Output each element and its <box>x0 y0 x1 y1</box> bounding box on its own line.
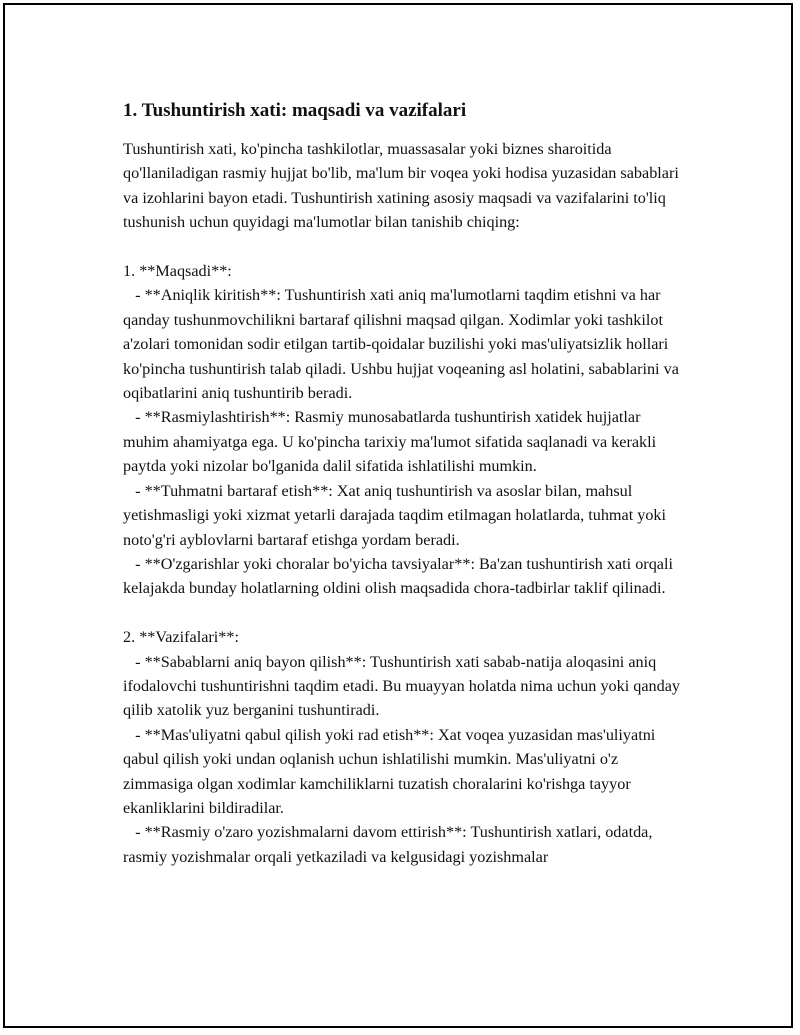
page-frame <box>3 3 793 1028</box>
section-heading: 1. Tushuntirish xati: maqsadi va vazifalari <box>123 100 467 121</box>
document-body-text: Tushuntirish xati, ko'pincha tashkilotlar, muassasalar yoki biznes sharoitida qo'llaniladigan rasmiy hujjat bo'lib, ma'lum bir voqea yoki hodisa yuzasidan sabablari va izohlarini bayon etadi. Tushuntirish xatining asosiy maqsadi va vazifalarini to'liq tushunish uchun quyidagi ma'lumotlar bilan tanishib chiqing: 1. **Maqsadi**: - **Aniqlik kiritish**: Tushuntirish xati aniq ma'lumotlarni taqdim etishni va har qanday tushunmovchilikni bartaraf qilishni maqsad qilgan. Xodimlar yoki tashkilot a'zolari tomonidan sodir etilgan tartib-qoidalar buzilishi yoki mas'uliyatsizlik hollari ko'pincha tushuntirish talab qiladi. Ushbu hujjat voqeaning asl holatini, sabablarini va oqibatlarini aniq tushuntirib beradi. - **Rasmiylashtirish**: Rasmiy munosabatlarda tushuntirish xatidek hujjatlar muhim ahamiyatga ega. U ko'pincha tarixiy ma'lumot sifatida saqlanadi va kerakli paytda yoki nizolar bo'lganida dalil sifatida ishlatilishi mumkin. - **Tuhmatni bartaraf etish**: Xat aniq tushuntirish va asoslar bilan, mahsul yetishmasligi yoki xizmat yetarli darajada taqdim etilmagan holatlarda, tuhmat yoki noto'g'ri ayblovlarni bartaraf etishga yordam beradi. - **O'zgarishlar yoki choralar bo'yicha tavsiyalar**: Ba'zan tushuntirish xati orqali kelajakda bunday holatlarning oldini olish maqsadida chora-tadbirlar taklif qilinadi. 2. **Vazifalari**: - **Sabablarni aniq bayon qilish**: Tushuntirish xati sabab-natija aloqasini aniq ifodalovchi tushuntirishni taqdim etadi. Bu muayyan holatda nima uchun yoki qanday qilib xatolik yuz berganini tushuntiradi. - **Mas'uliyatni qabul qilish yoki rad etish**: Xat voqea yuzasidan mas'uliyatni qabul qilish yoki undan oqlanish uchun ishlatilishi mumkin. Mas'uliyatni o'z zimmasiga olgan xodimlar kamchiliklarni tuzatish choralarini ko'rishga tayyor ekanliklarini bildiradilar. - **Rasmiy o'zaro yozishmalarni davom ettirish**: Tushuntirish xatlari, odatda, rasmiy yozishmalar orqali yetkaziladi va kelgusidagi yozishmalar <box>123 140 681 866</box>
document-content <box>123 99 689 869</box>
